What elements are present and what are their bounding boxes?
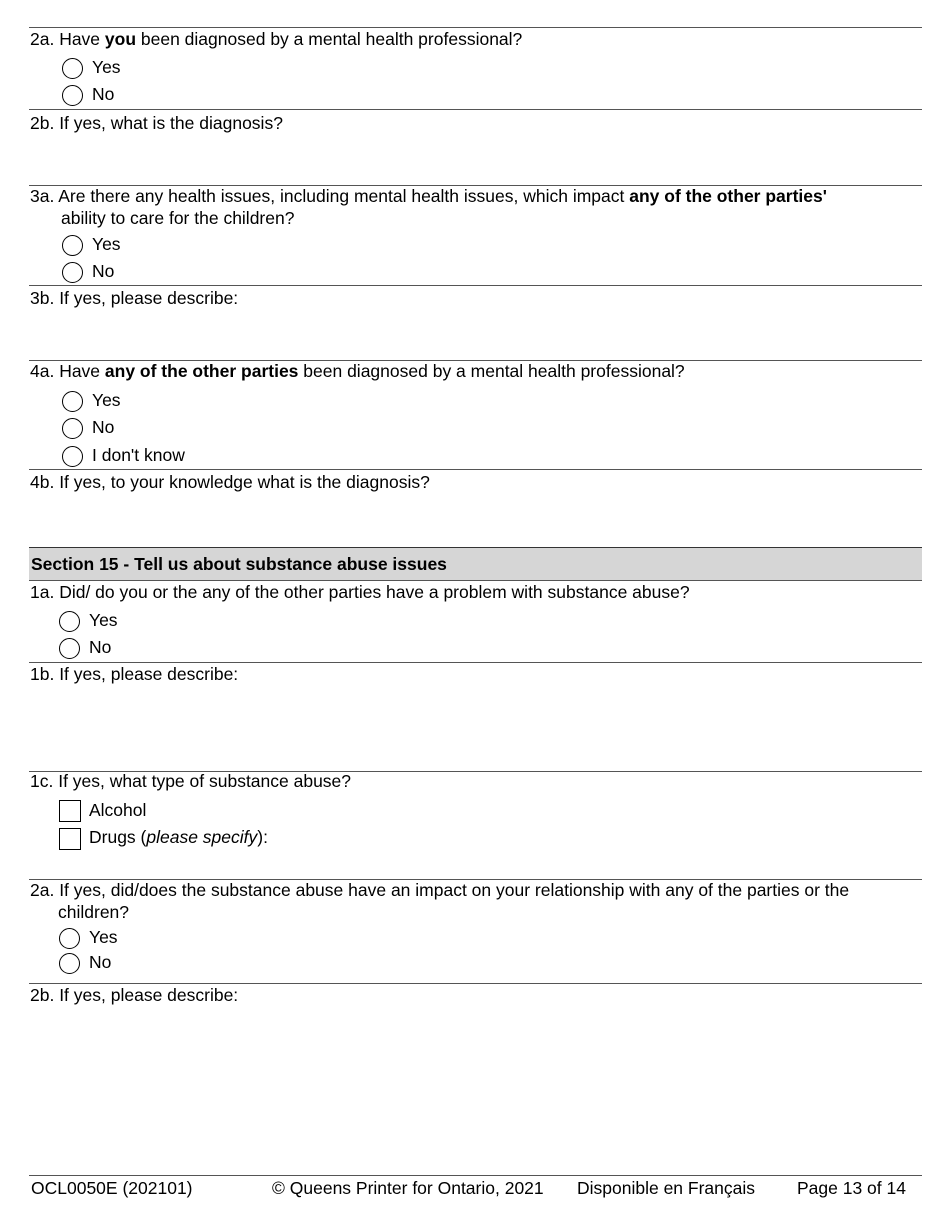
q3a-no-radio[interactable] [62,262,83,283]
alcohol-checkbox[interactable] [59,800,81,822]
s15-2b-answer-field[interactable] [30,1008,920,1168]
divider [29,285,922,286]
question-3a-line2: ability to care for the children? [61,208,295,228]
divider [29,109,922,110]
question-3a: 3a. Are there any health issues, including mental health issues, which impact any of the other parties' [30,186,827,206]
question-s15-1c: 1c. If yes, what type of substance abuse? [30,771,352,791]
q3a-yes-label: Yes [92,234,121,254]
question-2a: 2a. Have you been diagnosed by a mental health professional? [30,29,523,49]
s15-1b-answer-field[interactable] [30,687,920,770]
q3a-no-label: No [92,261,115,281]
question-4b: 4b. If yes, to your knowledge what is the diagnosis? [30,472,430,492]
question-s15-2a-line2: children? [58,902,130,922]
divider [29,469,922,470]
q4a-yes-radio[interactable] [62,391,83,412]
q4b-answer-field[interactable] [30,495,920,545]
copyright: © Queens Printer for Ontario, 2021 [272,1178,544,1198]
drugs-checkbox[interactable] [59,828,81,850]
section-15-header [29,547,922,581]
q2b-answer-field[interactable] [30,136,920,184]
question-s15-1b: 1b. If yes, please describe: [30,664,239,684]
divider [29,662,922,663]
q4a-dont-know-radio[interactable] [62,446,83,467]
q2a-yes-label: Yes [92,57,121,77]
divider [29,27,922,28]
question-3b: 3b. If yes, please describe: [30,288,239,308]
question-s15-2a: 2a. If yes, did/does the substance abuse have an impact on your relationship with any of the parties or the [30,880,850,900]
q2a-yes-radio[interactable] [62,58,83,79]
french-availability: Disponible en Français [577,1178,756,1198]
form-id: OCL0050E (202101) [31,1178,193,1198]
drugs-specify-field[interactable] [280,826,920,850]
alcohol-label: Alcohol [89,800,147,820]
q4a-no-label: No [92,417,115,437]
question-2b: 2b. If yes, what is the diagnosis? [30,113,283,133]
s15-2a-yes-label: Yes [89,927,118,947]
s15-1a-no-radio[interactable] [59,638,80,659]
s15-2a-no-label: No [89,952,112,972]
s15-2a-no-radio[interactable] [59,953,80,974]
q2a-no-radio[interactable] [62,85,83,106]
q2a-no-label: No [92,84,115,104]
s15-2a-yes-radio[interactable] [59,928,80,949]
question-4a: 4a. Have any of the other parties been diagnosed by a mental health professional? [30,361,685,381]
question-s15-2b: 2b. If yes, please describe: [30,985,239,1005]
s15-1a-yes-radio[interactable] [59,611,80,632]
question-s15-1a: 1a. Did/ do you or the any of the other parties have a problem with substance abuse? [30,582,690,602]
q4a-no-radio[interactable] [62,418,83,439]
section-15-title: Section 15 - Tell us about substance abuse issues [31,554,447,574]
q4a-yes-label: Yes [92,390,121,410]
divider [29,983,922,984]
footer-divider [29,1175,922,1176]
drugs-label: Drugs (please specify): [89,827,268,847]
s15-1a-no-label: No [89,637,112,657]
page-number: Page 13 of 14 [797,1178,906,1198]
q3b-answer-field[interactable] [30,311,920,359]
s15-1a-yes-label: Yes [89,610,118,630]
q3a-yes-radio[interactable] [62,235,83,256]
q4a-dont-know-label: I don't know [92,445,185,465]
